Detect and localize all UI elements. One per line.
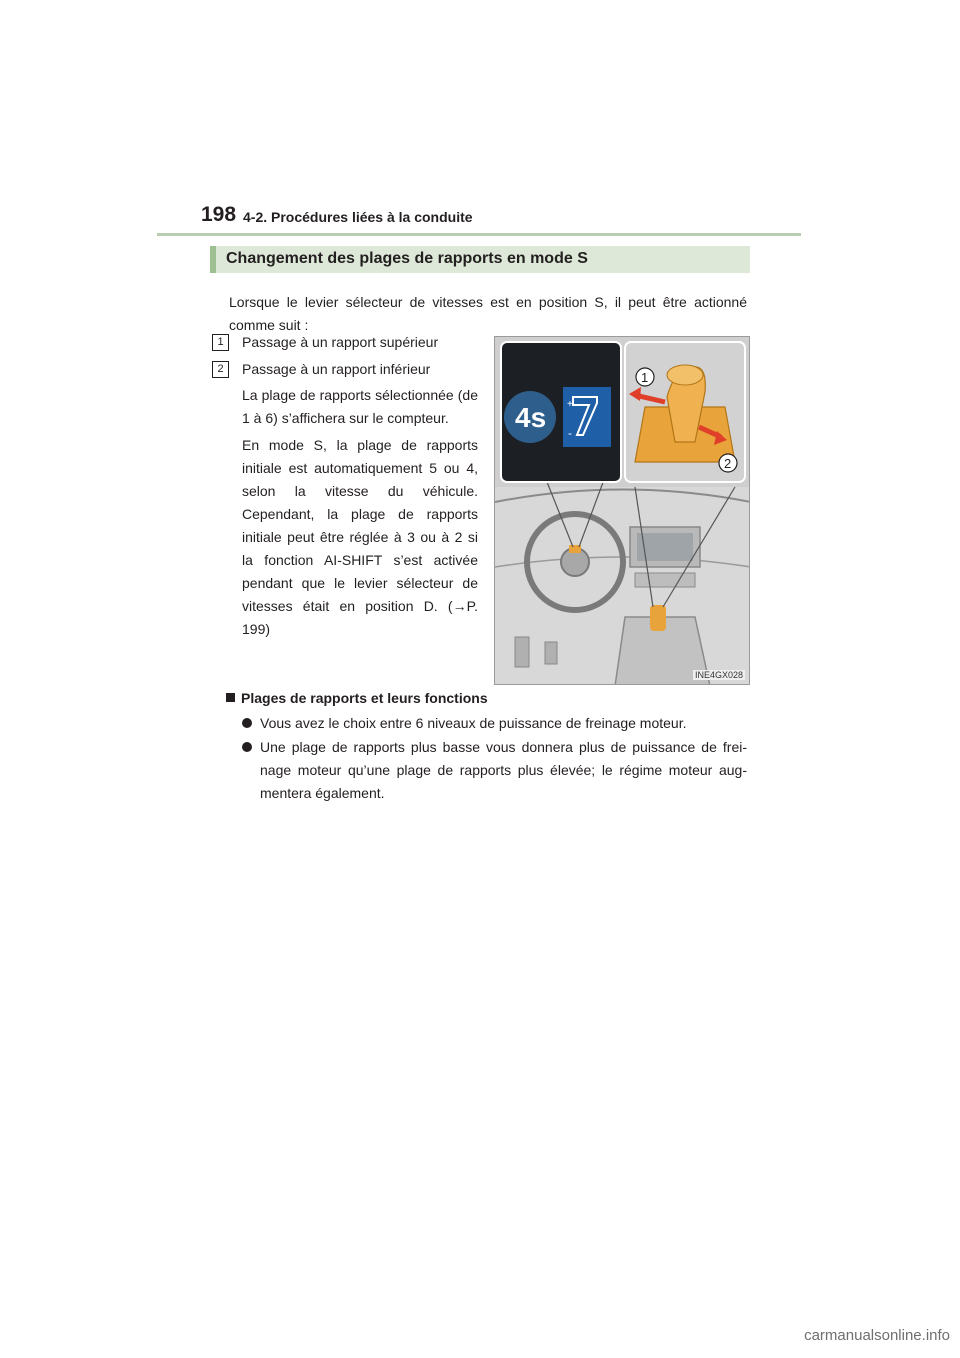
step-number-icon: 1 [212, 334, 229, 351]
image-code: INE4GX028 [694, 670, 743, 680]
gear-display-paragraph: La plage de rapports sélectionnée (de 1 à 6) s’affichera sur le compteur. [242, 387, 478, 426]
square-bullet-icon [226, 693, 235, 702]
initial-range-paragraph: En mode S, la plage de rapports initiale est automatiquement 5 ou 4, selon la vitesse du véhicule. Cependant, la plage de rapports initiale peut être réglée à 3 ou à 2 si la fonction AI-SHIFT s’est activée pendant que le levier sélecteur de vitesses était en position D. (→P. 199) [242, 437, 478, 637]
subsection-heading [226, 690, 488, 706]
shift-lever-illustration [494, 336, 750, 685]
step-text: Passage à un rapport inférieur [242, 361, 431, 377]
svg-text:-: - [568, 426, 572, 440]
svg-text:+: + [567, 399, 573, 410]
section-title: Changement des plages de rapports en mode S [226, 250, 588, 267]
subsection-title: Plages de rapports et leurs fonctions [241, 690, 488, 706]
section-header [210, 246, 750, 273]
intro-paragraph: Lorsque le levier sélecteur de vitesses est en position S, il peut être actionné comme suit : [229, 294, 747, 333]
step-number-icon: 2 [212, 361, 229, 378]
bullet-text: Une plage de rapports plus basse vous donnera plus de puissance de frei-nage moteur qu’une plage de rapports plus élevée; le régime moteur aug-mentera également. [260, 739, 747, 801]
callout-2-label: 2 [724, 456, 732, 471]
header-rule [157, 233, 801, 236]
bullet-dot-icon [242, 742, 252, 752]
gear-indicator-label: 4s [515, 402, 547, 433]
page-number: 198 [201, 203, 237, 226]
bullet-text: Vous avez le choix entre 6 niveaux de puissance de freinage moteur. [260, 715, 687, 731]
step-text: Passage à un rapport supérieur [242, 334, 439, 350]
callout-1-label: 1 [641, 370, 649, 385]
illustration-svg [495, 337, 750, 685]
watermark: carmanualsonline.info [804, 1327, 950, 1344]
chapter-title: 4-2. Procédures liées à la conduite [243, 209, 473, 225]
bullet-dot-icon [242, 718, 252, 728]
